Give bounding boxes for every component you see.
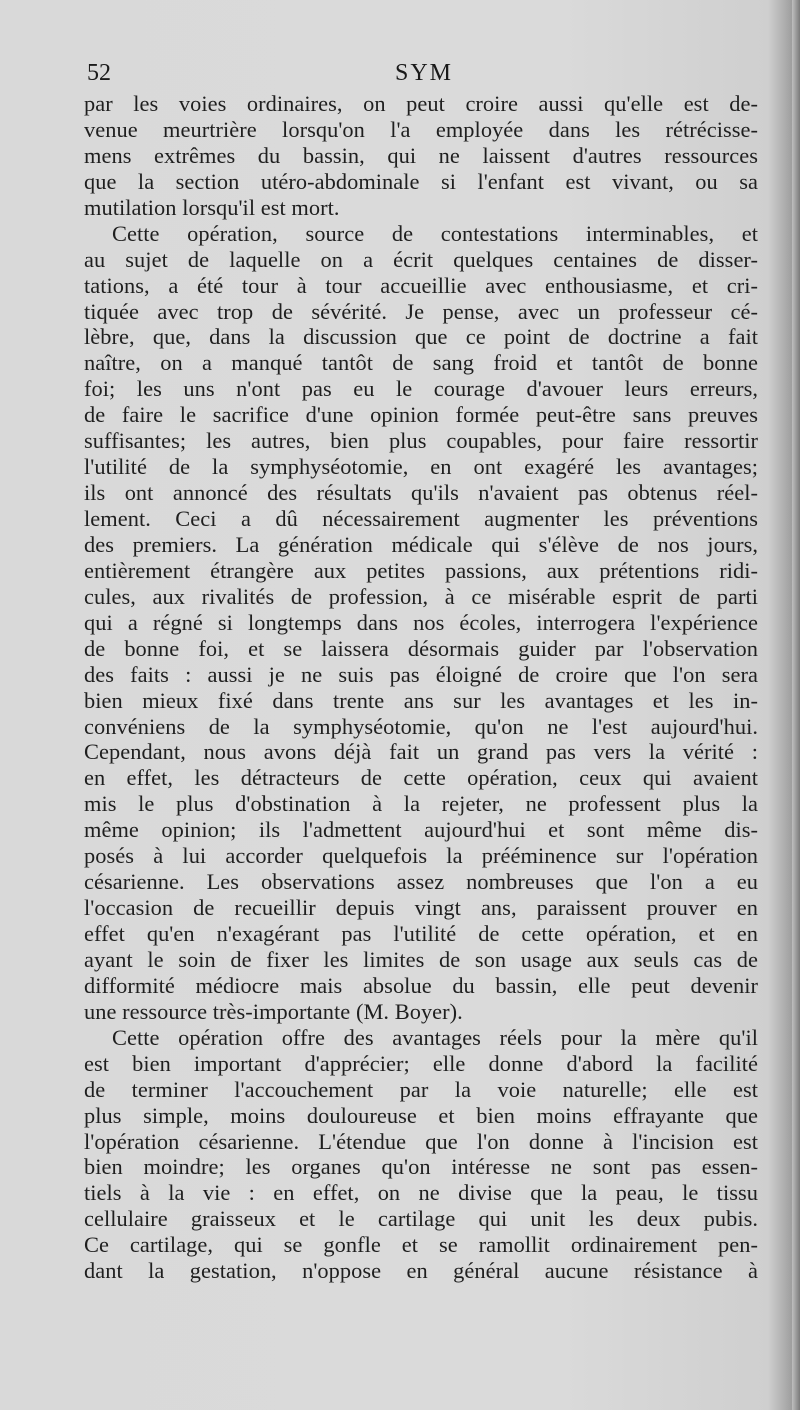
paragraph-3 — [84, 1025, 758, 1284]
text-line: lèbre, que, dans la discussion que ce point de doctrine a fait — [84, 324, 758, 350]
page-number: 52 — [87, 60, 111, 86]
text-line: de bonne foi, et se laissera désormais guider par l'observation — [84, 635, 758, 661]
text-line: naître, on a manqué tantôt de sang froid et tantôt de bonne — [84, 350, 758, 376]
text-line: cellulaire graisseux et le cartilage qui unit les deux pubis. — [84, 1206, 758, 1232]
text-line: suffisantes; les autres, bien plus coupables, pour faire ressortir — [84, 428, 758, 454]
text-line: entièrement étrangère aux petites passions, aux prétentions ridi- — [84, 557, 758, 583]
text-line: Ce cartilage, qui se gonfle et se ramollit ordinairement pen- — [84, 1232, 758, 1258]
text-line: Cette opération, source de contestations interminables, et — [112, 220, 758, 246]
text-line: convéniens de la symphyséotomie, qu'on ne l'est aujourd'hui. — [84, 713, 758, 739]
text-line: est bien important d'apprécier; elle donne d'abord la facilité — [84, 1050, 758, 1076]
text-line: césarienne. Les observations assez nombreuses que l'on a eu — [84, 869, 758, 895]
text-line: foi; les uns n'ont pas eu le courage d'avouer leurs erreurs, — [84, 376, 758, 402]
running-head: SYM — [395, 60, 454, 86]
text-line: qui a régné si longtemps dans nos écoles, interrogera l'expérience — [84, 609, 758, 635]
page-header — [87, 56, 755, 90]
text-line: mis le plus d'obstination à la rejeter, ne professent plus la — [84, 791, 758, 817]
text-line: dant la gestation, n'oppose en général aucune résistance à — [84, 1258, 758, 1284]
text-line: mens extrêmes du bassin, qui ne laissent d'autres ressources — [84, 142, 758, 168]
text-line: des faits : aussi je ne suis pas éloigné de croire que l'on sera — [84, 661, 758, 687]
text-line: cules, aux rivalités de profession, à ce misérable esprit de parti — [84, 583, 758, 609]
text-line: posés à lui accorder quelquefois la prééminence sur l'opération — [84, 843, 758, 869]
paragraph-2 — [84, 221, 758, 1025]
page-edge-shadow — [792, 0, 800, 1410]
text-line: plus simple, moins douloureuse et bien moins effrayante que — [84, 1102, 758, 1128]
text-line: tations, a été tour à tour accueillie avec enthousiasme, et cri- — [84, 272, 758, 298]
text-line: en effet, les détracteurs de cette opération, ceux qui avaient — [84, 765, 758, 791]
text-line: bien mieux fixé dans trente ans sur les avantages et les in- — [84, 687, 758, 713]
text-line: l'occasion de recueillir depuis vingt ans, paraissent prouver en — [84, 895, 758, 921]
text-line: venue meurtrière lorsqu'on l'a employée dans les rétrécisse- — [84, 116, 758, 142]
text-line: au sujet de laquelle on a écrit quelques centaines de disser- — [84, 246, 758, 272]
paragraph-1 — [84, 91, 758, 221]
body-text — [84, 91, 758, 1284]
text-line: tiquée avec trop de sévérité. Je pense, avec un professeur cé- — [84, 298, 758, 324]
text-line: Cependant, nous avons déjà fait un grand pas vers la vérité : — [84, 739, 758, 765]
text-line: effet qu'en n'exagérant pas l'utilité de cette opération, et en — [84, 921, 758, 946]
text-line: de terminer l'accouchement par la voie naturelle; elle est — [84, 1076, 758, 1102]
text-line: une ressource très-importante (M. Boyer). — [84, 998, 463, 1024]
text-line: lement. Ceci a dû nécessairement augmenter les préventions — [84, 506, 758, 531]
text-line: mutilation lorsqu'il est mort. — [84, 194, 340, 220]
text-line: ils ont annoncé des résultats qu'ils n'avaient pas obtenus réel- — [84, 480, 758, 506]
text-line: que la section utéro-abdominale si l'enfant est vivant, ou sa — [84, 168, 758, 194]
text-line: de faire le sacrifice d'une opinion formée peut-être sans preuves — [84, 402, 758, 428]
text-line: difformité médiocre mais absolue du bassin, elle peut devenir — [84, 972, 758, 998]
text-line: tiels à la vie : en effet, on ne divise que la peau, le tissu — [84, 1180, 758, 1206]
text-line: l'utilité de la symphyséotomie, en ont exagéré les avantages; — [84, 454, 758, 480]
text-line: des premiers. La génération médicale qui s'élève de nos jours, — [84, 531, 758, 557]
text-line: Cette opération offre des avantages réels pour la mère qu'il — [112, 1024, 758, 1050]
text-line: par les voies ordinaires, on peut croire aussi qu'elle est de- — [84, 91, 758, 116]
text-line: l'opération césarienne. L'étendue que l'on donne à l'incision est — [84, 1128, 758, 1154]
text-line: bien moindre; les organes qu'on intéresse ne sont pas essen- — [84, 1154, 758, 1180]
text-line: même opinion; ils l'admettent aujourd'hui et sont même dis- — [84, 817, 758, 843]
text-line: ayant le soin de fixer les limites de son usage aux seuls cas de — [84, 946, 758, 972]
